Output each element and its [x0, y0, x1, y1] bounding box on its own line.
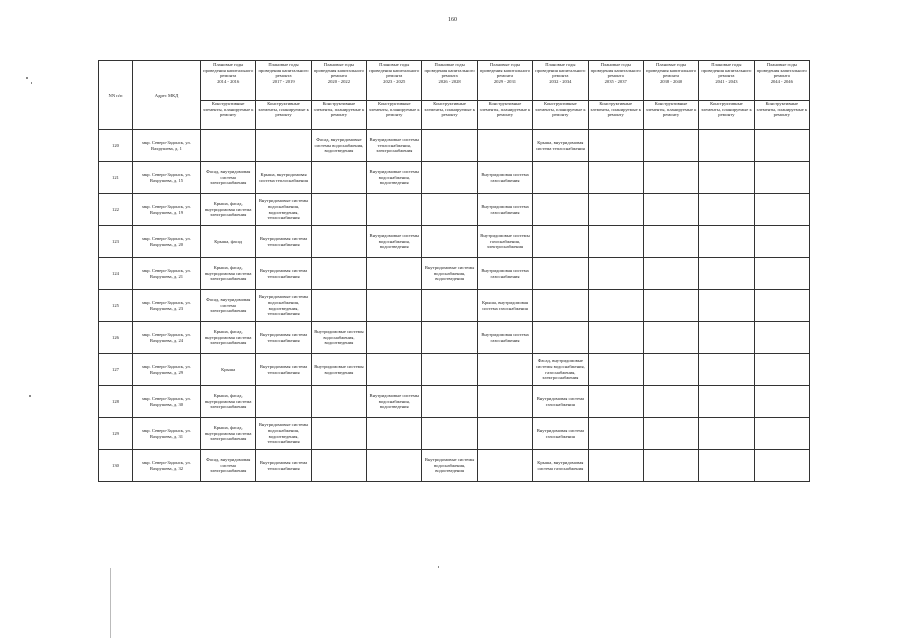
repair-elements-cell: Крыша, внутридомовая система газоснабжения	[533, 450, 588, 482]
repair-elements-cell	[367, 258, 422, 290]
scan-line	[110, 568, 111, 638]
period-header	[643, 61, 698, 101]
period-header-label: Плановые годы проведения капитального ремонта	[258, 62, 309, 79]
repair-elements-cell: Крыша, фасад, внутридомовая система электроснабжения	[201, 322, 256, 354]
repair-elements-cell	[588, 258, 643, 290]
repair-elements-cell	[256, 386, 311, 418]
period-header-label: Плановые годы проведения капитального ремонта	[424, 62, 475, 79]
repair-elements-cell	[422, 290, 477, 322]
repair-elements-cell: Внутридомовая система теплоснабжения	[256, 354, 311, 386]
row-number: 127	[99, 354, 133, 386]
repair-elements-cell	[699, 162, 754, 194]
repair-elements-cell	[754, 322, 809, 354]
elements-header: Конструктивные элементы, планируемые к ремонту	[311, 101, 366, 130]
repair-elements-cell: Внутридомовые системы водоснабжения, водоотведения	[367, 162, 422, 194]
repair-elements-cell	[699, 290, 754, 322]
repair-elements-cell	[422, 162, 477, 194]
repair-elements-cell: Внутридомовая система газоснабжения	[533, 386, 588, 418]
period-years: 2032 - 2034	[549, 78, 572, 84]
repair-elements-cell	[699, 386, 754, 418]
repair-elements-cell	[643, 450, 698, 482]
period-years: 2041 - 2043	[715, 78, 738, 84]
repair-elements-cell: Внутридомовые системы водоснабжения, водоотведения	[422, 258, 477, 290]
repair-elements-cell	[311, 194, 366, 226]
period-header	[422, 61, 477, 101]
repair-elements-cell	[643, 130, 698, 162]
repair-elements-cell	[256, 130, 311, 162]
repair-elements-cell	[588, 226, 643, 258]
elements-header: Конструктивные элементы, планируемые к ремонту	[477, 101, 532, 130]
col-number-header: NN п/п	[99, 61, 133, 130]
repair-elements-cell	[367, 290, 422, 322]
repair-elements-cell	[588, 162, 643, 194]
repair-elements-cell: Внутридомовые системы теплоснабжения, электроснабжения	[367, 130, 422, 162]
repair-elements-cell: Крыша, фасад, внутридомовая система электроснабжения	[201, 194, 256, 226]
repair-elements-cell: Внутридомовая система газоснабжения	[477, 194, 532, 226]
repair-elements-cell	[588, 418, 643, 450]
elements-header: Конструктивные элементы, планируемые к ремонту	[533, 101, 588, 130]
row-number: 125	[99, 290, 133, 322]
repair-elements-cell: Фасад, внутридомовая система электроснабжения	[201, 290, 256, 322]
period-header-label: Плановые годы проведения капитального ремонта	[701, 62, 752, 79]
repair-elements-cell	[588, 450, 643, 482]
period-years: 2026 - 2028	[438, 78, 461, 84]
table-row	[99, 450, 810, 482]
repair-elements-cell	[754, 194, 809, 226]
repair-elements-cell	[477, 354, 532, 386]
repair-elements-cell	[533, 194, 588, 226]
elements-header: Конструктивные элементы, планируемые к ремонту	[699, 101, 754, 130]
row-address: мкр. Северо-Задонск, ул. Вахрушева, д. 15	[133, 162, 201, 194]
repair-elements-cell	[699, 130, 754, 162]
elements-header: Конструктивные элементы, планируемые к ремонту	[201, 101, 256, 130]
repair-elements-cell	[754, 418, 809, 450]
row-number: 122	[99, 194, 133, 226]
capital-repair-plan-table	[98, 60, 810, 482]
repair-elements-cell	[699, 354, 754, 386]
repair-elements-cell	[588, 130, 643, 162]
repair-elements-cell	[477, 130, 532, 162]
repair-elements-cell	[311, 450, 366, 482]
period-header-label: Плановые годы проведения капитального ремонта	[313, 62, 364, 79]
row-address: мкр. Северо-Задонск, ул. Вахрушева, д. 29	[133, 354, 201, 386]
scan-speck	[26, 77, 28, 79]
repair-elements-cell	[422, 418, 477, 450]
repair-elements-cell: Крыша, внутридомовая система теплоснабжения	[533, 130, 588, 162]
repair-elements-cell	[311, 226, 366, 258]
row-address: мкр. Северо-Задонск, ул. Вахрушева, д. 24	[133, 322, 201, 354]
period-header-label: Плановые годы проведения капитального ремонта	[590, 62, 641, 79]
table-row	[99, 290, 810, 322]
repair-elements-cell: Внутридомовые системы водоотведения	[311, 354, 366, 386]
period-header-label: Плановые годы проведения капитального ремонта	[645, 62, 697, 79]
repair-elements-cell	[643, 226, 698, 258]
elements-header: Конструктивные элементы, планируемые к ремонту	[367, 101, 422, 130]
repair-elements-cell	[754, 290, 809, 322]
period-header	[588, 61, 643, 101]
repair-elements-cell: Внутридомовые системы газоснабжения, электроснабжения	[477, 226, 532, 258]
repair-elements-cell: Внутридомовая система теплоснабжения	[256, 322, 311, 354]
repair-elements-cell	[588, 194, 643, 226]
period-years: 2017 - 2019	[272, 78, 295, 84]
period-header-label: Плановые годы проведения капитального ремонта	[203, 62, 254, 79]
repair-elements-cell	[367, 418, 422, 450]
period-header	[477, 61, 532, 101]
period-header	[256, 61, 311, 101]
repair-elements-cell	[422, 226, 477, 258]
repair-elements-cell: Внутридомовые системы водоснабжения, водоотведения	[367, 226, 422, 258]
scan-speck	[438, 566, 439, 568]
repair-elements-cell: Фасад, внутридомовая система электроснабжения	[201, 450, 256, 482]
repair-elements-cell	[643, 354, 698, 386]
period-header-label: Плановые годы проведения капитального ремонта	[535, 62, 586, 79]
repair-elements-cell	[754, 258, 809, 290]
repair-elements-cell: Крыша, фасад, внутридомовая система электроснабжения	[201, 418, 256, 450]
repair-elements-cell	[477, 386, 532, 418]
col-address-header: Адрес МКД	[133, 61, 201, 130]
table-body	[99, 130, 810, 482]
row-number: 121	[99, 162, 133, 194]
table-row	[99, 386, 810, 418]
period-years: 2044 - 2046	[770, 78, 793, 84]
repair-elements-cell	[422, 194, 477, 226]
repair-elements-cell: Крыша	[201, 354, 256, 386]
row-address: мкр. Северо-Задонск, ул. Вахрушева, д. 30	[133, 386, 201, 418]
repair-elements-cell: Внутридомовая система газоснабжения	[477, 162, 532, 194]
repair-elements-cell: Фасад, внутридомовые системы водоснабжения, водоотведения	[311, 130, 366, 162]
repair-elements-cell	[699, 226, 754, 258]
repair-elements-cell	[643, 162, 698, 194]
repair-elements-cell	[588, 322, 643, 354]
repair-elements-cell	[643, 194, 698, 226]
repair-elements-cell	[754, 130, 809, 162]
repair-elements-cell	[533, 322, 588, 354]
repair-elements-cell: Внутридомовые системы водоснабжения, водоотведения, теплоснабжения	[256, 418, 311, 450]
repair-elements-cell	[422, 130, 477, 162]
repair-elements-cell	[643, 290, 698, 322]
header-periods-row	[99, 61, 810, 101]
repair-elements-cell	[311, 418, 366, 450]
header-elements-row	[99, 101, 810, 130]
repair-elements-cell	[533, 226, 588, 258]
repair-elements-cell	[699, 258, 754, 290]
row-address: мкр. Северо-Задонск, ул. Вахрушева, д. 32	[133, 450, 201, 482]
repair-elements-cell	[699, 418, 754, 450]
repair-elements-cell	[201, 130, 256, 162]
repair-elements-cell: Внутридомовые системы водоснабжения, водоотведения	[367, 386, 422, 418]
repair-elements-cell	[367, 354, 422, 386]
scan-speck	[31, 82, 32, 84]
period-header	[754, 61, 809, 101]
row-address: мкр. Северо-Задонск, ул. Вахрушева, д. 1	[133, 130, 201, 162]
repair-elements-cell	[754, 386, 809, 418]
repair-elements-cell	[422, 354, 477, 386]
period-years: 2035 - 2037	[604, 78, 627, 84]
period-years: 2014 - 2016	[217, 78, 240, 84]
repair-elements-cell	[311, 290, 366, 322]
repair-elements-cell: Внутридомовая система газоснабжения	[533, 418, 588, 450]
period-header	[367, 61, 422, 101]
repair-elements-cell: Внутридомовая система теплоснабжения	[256, 258, 311, 290]
repair-elements-cell: Внутридомовые системы водоснабжения, водоотведения, теплоснабжения	[256, 290, 311, 322]
table-row	[99, 322, 810, 354]
repair-elements-cell: Внутридомовые системы водоснабжения, водоотведения, теплоснабжения	[256, 194, 311, 226]
repair-elements-cell	[588, 290, 643, 322]
repair-elements-cell	[367, 322, 422, 354]
repair-elements-cell: Внутридомовые системы водоснабжения, водоотведения	[311, 322, 366, 354]
table-row	[99, 258, 810, 290]
period-header-label: Плановые годы проведения капитального ремонта	[756, 62, 807, 79]
repair-elements-cell	[367, 450, 422, 482]
table-row	[99, 226, 810, 258]
row-number: 124	[99, 258, 133, 290]
elements-header: Конструктивные элементы, планируемые к ремонту	[422, 101, 477, 130]
repair-elements-cell	[643, 322, 698, 354]
repair-elements-cell	[754, 450, 809, 482]
repair-elements-cell	[533, 290, 588, 322]
period-header-label: Плановые годы проведения капитального ремонта	[479, 62, 531, 79]
repair-elements-cell: Внутридомовая система газоснабжения	[477, 258, 532, 290]
repair-elements-cell	[533, 162, 588, 194]
repair-elements-cell	[699, 194, 754, 226]
repair-elements-cell	[699, 450, 754, 482]
repair-elements-cell: Внутридомовая система теплоснабжения	[256, 450, 311, 482]
scan-speck	[29, 395, 31, 397]
row-address: мкр. Северо-Задонск, ул. Вахрушева, д. 20	[133, 226, 201, 258]
row-address: мкр. Северо-Задонск, ул. Вахрушева, д. 23	[133, 290, 201, 322]
period-header	[201, 61, 256, 101]
repair-elements-cell	[311, 386, 366, 418]
repair-elements-cell: Внутридомовая система теплоснабжения	[256, 226, 311, 258]
period-header	[699, 61, 754, 101]
row-number: 126	[99, 322, 133, 354]
repair-elements-cell	[533, 258, 588, 290]
period-header	[533, 61, 588, 101]
table-row	[99, 418, 810, 450]
repair-elements-cell	[588, 354, 643, 386]
repair-elements-cell: Фасад, внутридомовая система электроснабжения	[201, 162, 256, 194]
repair-elements-cell	[754, 226, 809, 258]
repair-elements-cell	[754, 354, 809, 386]
repair-elements-cell	[422, 386, 477, 418]
elements-header: Конструктивные элементы, планируемые к ремонту	[256, 101, 311, 130]
table-row	[99, 162, 810, 194]
period-header-label: Плановые годы проведения капитального ремонта	[369, 62, 420, 79]
repair-elements-cell	[699, 322, 754, 354]
table-row	[99, 194, 810, 226]
row-number: 129	[99, 418, 133, 450]
repair-elements-cell	[422, 322, 477, 354]
repair-elements-cell: Фасад, внутридомовые системы водоснабжения, газоснабжения, электроснабжения	[533, 354, 588, 386]
table-row	[99, 354, 810, 386]
repair-elements-cell	[367, 194, 422, 226]
repair-elements-cell	[477, 418, 532, 450]
page-number: 160	[448, 17, 457, 23]
period-years: 2029 - 2031	[493, 78, 517, 84]
row-number: 128	[99, 386, 133, 418]
period-years: 2023 - 2025	[383, 78, 406, 84]
repair-elements-cell	[754, 162, 809, 194]
repair-elements-cell: Крыша, внутридомовая система теплоснабжения	[256, 162, 311, 194]
row-number: 123	[99, 226, 133, 258]
row-number: 130	[99, 450, 133, 482]
repair-elements-cell	[643, 386, 698, 418]
elements-header: Конструктивные элементы, планируемые к ремонту	[754, 101, 809, 130]
row-address: мкр. Северо-Задонск, ул. Вахрушева, д. 19	[133, 194, 201, 226]
repair-elements-cell	[477, 450, 532, 482]
repair-elements-cell: Крыша, внутридомовая система газоснабжения	[477, 290, 532, 322]
repair-elements-cell: Крыша, фасад, внутридомовая система электроснабжения	[201, 258, 256, 290]
repair-elements-cell: Внутридомовые системы водоснабжения, водоотведения	[422, 450, 477, 482]
repair-elements-cell	[643, 418, 698, 450]
row-number: 120	[99, 130, 133, 162]
repair-elements-cell: Крыша, фасад, внутридомовая система электроснабжения	[201, 386, 256, 418]
period-years: 2038 - 2040	[659, 78, 683, 84]
repair-elements-cell	[588, 386, 643, 418]
table-row	[99, 130, 810, 162]
repair-elements-cell: Крыша, фасад	[201, 226, 256, 258]
period-years: 2020 - 2022	[327, 78, 350, 84]
repair-elements-cell	[643, 258, 698, 290]
elements-header: Конструктивные элементы, планируемые к ремонту	[643, 101, 698, 130]
period-header	[311, 61, 366, 101]
repair-elements-cell: Внутридомовая система газоснабжения	[477, 322, 532, 354]
elements-header: Конструктивные элементы, планируемые к ремонту	[588, 101, 643, 130]
repair-elements-cell	[311, 258, 366, 290]
repair-elements-cell	[311, 162, 366, 194]
row-address: мкр. Северо-Задонск, ул. Вахрушева, д. 21	[133, 258, 201, 290]
row-address: мкр. Северо-Задонск, ул. Вахрушева, д. 31	[133, 418, 201, 450]
